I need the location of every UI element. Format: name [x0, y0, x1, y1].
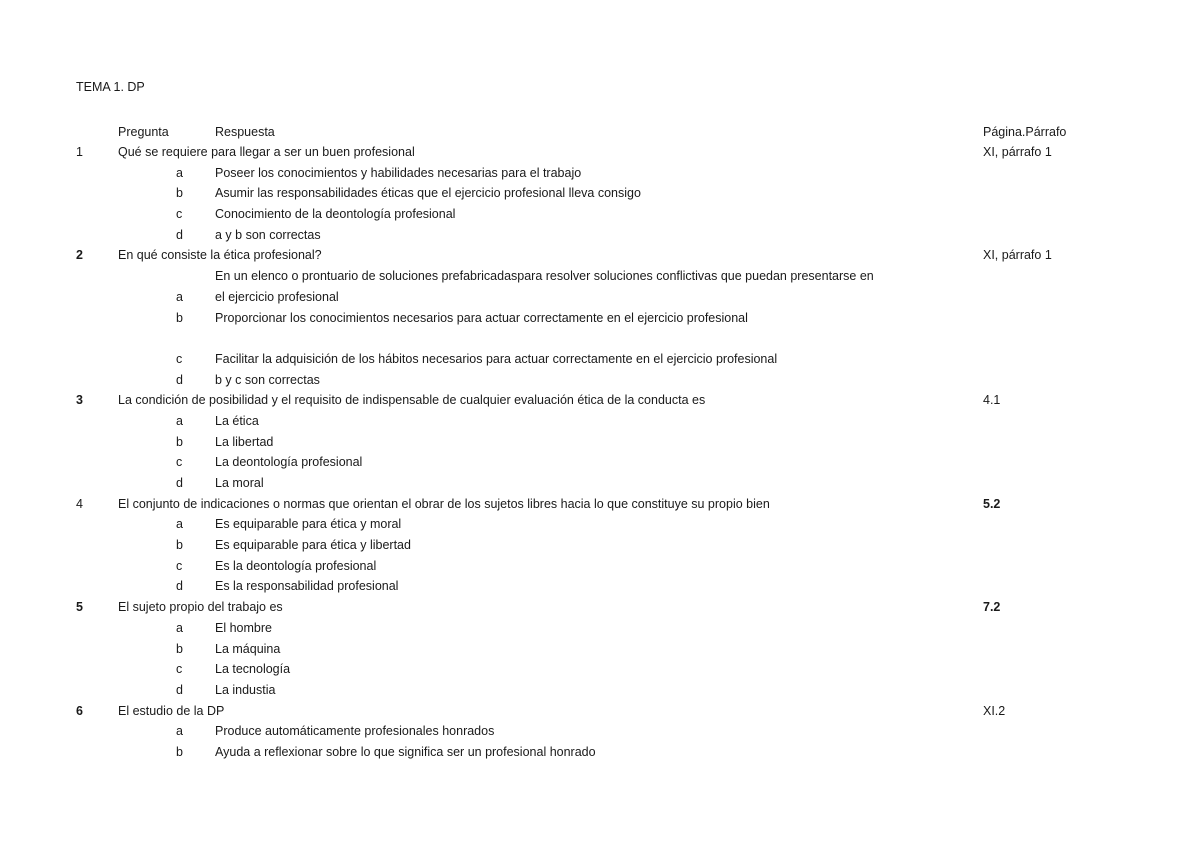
option-letter: a — [176, 724, 183, 739]
option-row — [0, 204, 1200, 225]
option-letter: c — [176, 662, 183, 677]
option-letter: d — [176, 476, 183, 491]
question-text: En qué consiste la ética profesional? — [118, 248, 322, 263]
option-row — [0, 163, 1200, 184]
question-number: 3 — [76, 393, 83, 408]
option-letter: b — [176, 538, 183, 553]
option-text: Es equiparable para ética y moral — [215, 517, 402, 532]
question-number: 2 — [76, 248, 83, 263]
option-letter: d — [176, 372, 183, 387]
page-reference: 4.1 — [983, 393, 1001, 408]
option-row — [0, 639, 1200, 660]
option-text: La industia — [215, 682, 276, 697]
option-letter: c — [176, 558, 183, 573]
option-text: La libertad — [215, 434, 274, 449]
question-text: El sujeto propio del trabajo es — [118, 600, 283, 615]
option-letter: b — [176, 744, 183, 759]
option-row — [0, 535, 1200, 556]
option-text-continued: el ejercicio profesional — [215, 289, 339, 304]
question-text: El estudio de la DP — [118, 703, 225, 718]
option-text: Proporcionar los conocimientos necesarios para actuar correctamente en el ejercicio profesional — [215, 310, 748, 325]
option-text: La moral — [215, 476, 264, 491]
option-letter: b — [176, 186, 183, 201]
option-text: b y c son correctas — [215, 372, 320, 387]
option-text: La deontología profesional — [215, 455, 363, 470]
option-row — [0, 721, 1200, 742]
option-letter: b — [176, 310, 183, 325]
option-row — [0, 576, 1200, 597]
question-text: Qué se requiere para llegar a ser un buen profesional — [118, 145, 415, 159]
page-title: TEMA 1. DP — [76, 80, 145, 94]
option-text: En un elenco o prontuario de soluciones prefabricadaspara resolver soluciones conflictivas que puedan presentarse en — [215, 269, 874, 284]
page-reference: 5.2 — [983, 496, 1001, 511]
option-text: Es la responsabilidad profesional — [215, 579, 399, 594]
option-letter: a — [176, 413, 183, 428]
option-text: Asumir las responsabilidades éticas que el ejercicio profesional lleva consigo — [215, 186, 641, 201]
page-reference: XI, párrafo 1 — [983, 145, 1052, 159]
option-letter: c — [176, 455, 183, 470]
question-number: 1 — [76, 145, 83, 159]
option-letter: b — [176, 434, 183, 449]
option-letter: c — [176, 351, 183, 366]
option-letter: c — [176, 207, 183, 222]
option-letter: d — [176, 227, 183, 242]
header-respuesta: Respuesta — [215, 125, 275, 139]
option-letter: a — [176, 165, 183, 180]
option-row — [0, 659, 1200, 680]
option-text: Es la deontología profesional — [215, 558, 377, 573]
question-text: El conjunto de indicaciones o normas que orientan el obrar de los sujetos libres hacia lo que constituye su propio bien — [118, 496, 770, 511]
option-text: La máquina — [215, 641, 281, 656]
option-row — [0, 514, 1200, 535]
option-text: a y b son correctas — [215, 227, 321, 242]
option-letter: d — [176, 682, 183, 697]
option-text: Produce automáticamente profesionales honrados — [215, 724, 495, 739]
option-row — [0, 473, 1200, 494]
table-header — [0, 122, 1200, 142]
question-row — [0, 390, 1200, 411]
page-reference: XI.2 — [983, 703, 1006, 718]
option-text: El hombre — [215, 620, 272, 635]
option-row — [0, 349, 1200, 370]
page-reference: 7.2 — [983, 600, 1001, 615]
option-text: Es equiparable para ética y libertad — [215, 538, 411, 553]
option-row — [0, 742, 1200, 763]
page-reference: XI, párrafo 1 — [983, 248, 1052, 263]
option-letter: a — [176, 289, 183, 304]
header-pregunta: Pregunta — [118, 125, 169, 139]
option-row — [0, 266, 1200, 307]
option-text: La ética — [215, 413, 259, 428]
option-text: Facilitar la adquisición de los hábitos necesarios para actuar correctamente en el ejercicio profesional — [215, 351, 778, 366]
option-text: La tecnología — [215, 662, 291, 677]
option-row — [0, 452, 1200, 473]
option-letter: a — [176, 517, 183, 532]
option-row — [0, 308, 1200, 329]
option-letter: a — [176, 620, 183, 635]
option-letter: d — [176, 579, 183, 594]
option-row — [0, 183, 1200, 204]
question-row — [0, 142, 1200, 163]
option-letter: b — [176, 641, 183, 656]
option-row — [0, 556, 1200, 577]
question-row — [0, 597, 1200, 618]
option-text: Conocimiento de la deontología profesional — [215, 207, 456, 222]
spacer-row — [0, 328, 1200, 349]
question-number: 5 — [76, 600, 83, 615]
option-row — [0, 225, 1200, 246]
question-list — [0, 142, 1200, 763]
question-row — [0, 701, 1200, 722]
option-row — [0, 680, 1200, 701]
question-number: 6 — [76, 703, 83, 718]
question-row — [0, 494, 1200, 515]
question-number: 4 — [76, 496, 83, 511]
question-text: La condición de posibilidad y el requisito de indispensable de cualquier evaluación ética de la conducta es — [118, 393, 706, 408]
header-pagina: Página.Párrafo — [983, 125, 1067, 139]
option-text: Poseer los conocimientos y habilidades necesarias para el trabajo — [215, 165, 582, 180]
option-row — [0, 411, 1200, 432]
question-row — [0, 245, 1200, 266]
option-row — [0, 370, 1200, 391]
option-text: Ayuda a reflexionar sobre lo que significa ser un profesional honrado — [215, 744, 596, 759]
option-row — [0, 618, 1200, 639]
option-row — [0, 432, 1200, 453]
